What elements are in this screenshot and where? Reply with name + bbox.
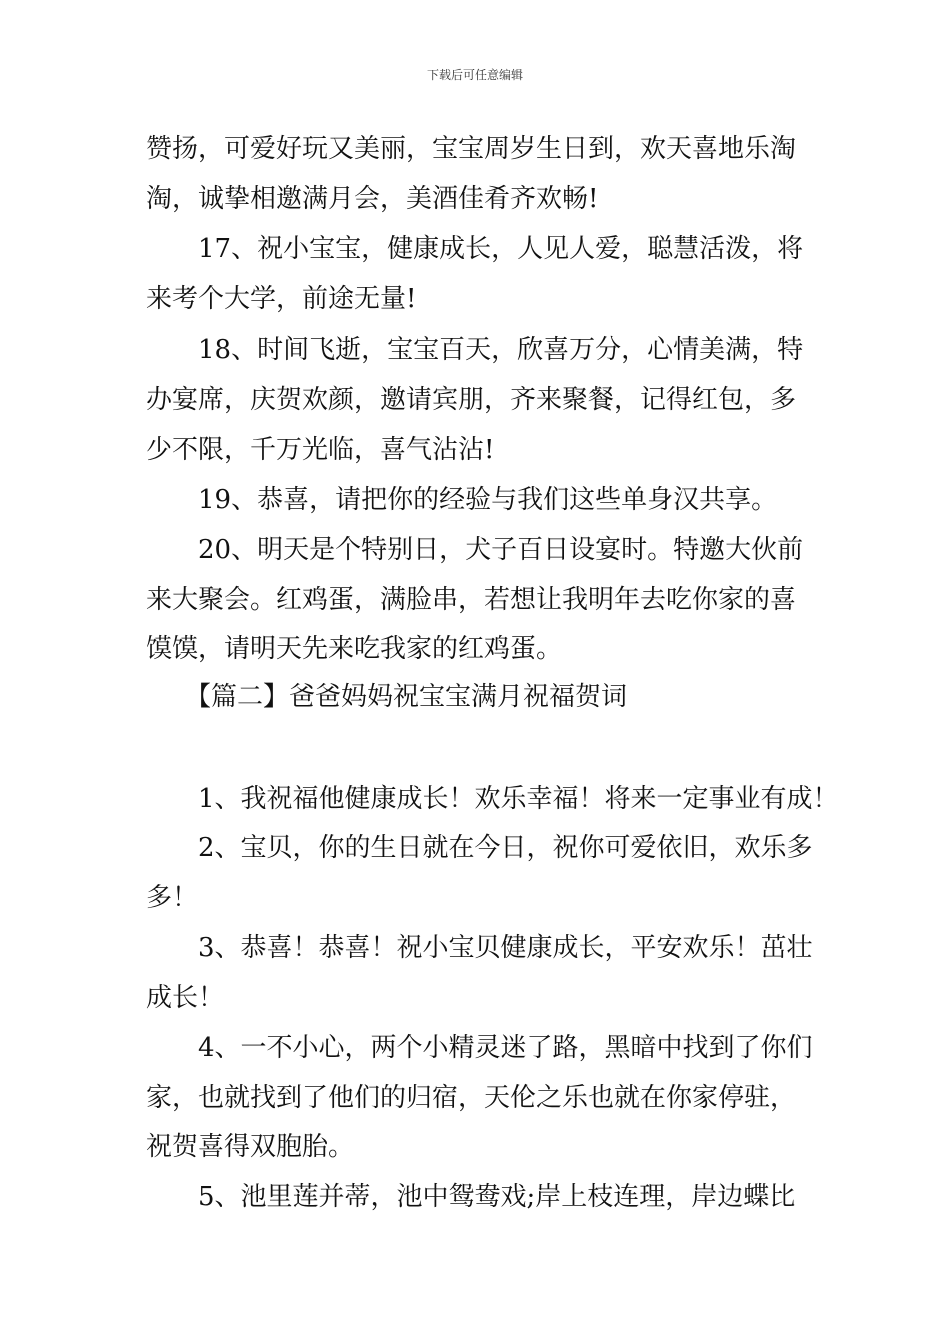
text-line: 淘，诚挚相邀满月会，美酒佳肴齐欢畅! bbox=[146, 184, 599, 214]
item-4-first-line: 4、一不小心，两个小精灵迷了路，黑暗中找到了你们 bbox=[198, 1033, 813, 1063]
text-line: 多！ bbox=[146, 883, 199, 913]
section-heading: 【篇二】爸爸妈妈祝宝宝满月祝福贺词 bbox=[185, 682, 628, 712]
paragraph-20-first-line: 20、明天是个特别日，犬子百日设宴时。特邀大伙前 bbox=[198, 535, 804, 565]
text-line: 馍馍，请明天先来吃我家的红鸡蛋。 bbox=[146, 634, 563, 664]
item-3-first-line: 3、恭喜！恭喜！祝小宝贝健康成长，平安欢乐！茁壮 bbox=[198, 933, 813, 963]
text-line: 少不限，千万光临，喜气沾沾! bbox=[146, 435, 495, 465]
text-line: 家，也就找到了他们的归宿，天伦之乐也就在你家停驻， bbox=[146, 1083, 797, 1113]
paragraph-18-first-line: 18、时间飞逝，宝宝百天，欣喜万分，心情美满，特 bbox=[198, 335, 804, 365]
text-line: 来考个大学，前途无量! bbox=[146, 284, 417, 314]
item-5-first-line: 5、池里莲并蒂，池中鸳鸯戏;岸上枝连理，岸边蝶比 bbox=[198, 1182, 796, 1212]
item-1-line: 1、我祝福他健康成长！欢乐幸福！将来一定事业有成！ bbox=[198, 784, 839, 814]
paragraph-19-first-line: 19、恭喜，请把你的经验与我们这些单身汉共享。 bbox=[198, 485, 778, 515]
item-2-first-line: 2、宝贝，你的生日就在今日，祝你可爱依旧，欢乐多 bbox=[198, 833, 813, 863]
text-line: 祝贺喜得双胞胎。 bbox=[146, 1132, 355, 1162]
text-line: 成长！ bbox=[146, 983, 225, 1013]
paragraph-17-first-line: 17、祝小宝宝，健康成长，人见人爱，聪慧活泼，将 bbox=[198, 234, 804, 264]
page-header: 下载后可任意编辑 bbox=[426, 68, 523, 82]
text-line: 来大聚会。红鸡蛋，满脸串，若想让我明年去吃你家的喜 bbox=[146, 585, 797, 615]
text-line: 办宴席，庆贺欢颜，邀请宾朋，齐来聚餐，记得红包，多 bbox=[146, 385, 797, 415]
text-line: 赞扬，可爱好玩又美丽，宝宝周岁生日到，欢天喜地乐淘 bbox=[146, 134, 797, 164]
